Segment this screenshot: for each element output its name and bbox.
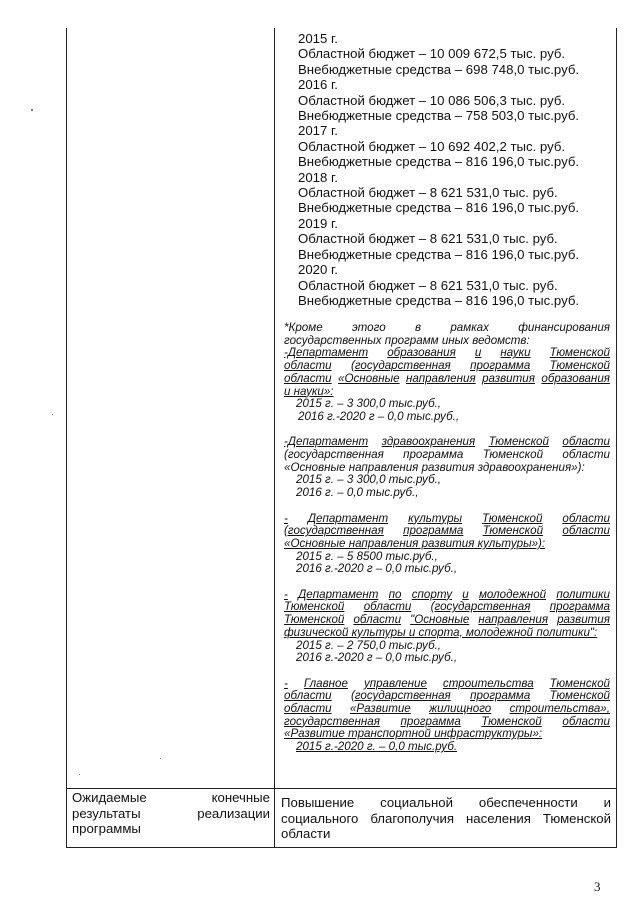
result-word: населения <box>465 810 531 826</box>
label-word: конечные <box>211 790 270 805</box>
word: направления <box>478 613 549 627</box>
construction-amount: 2015 г.-2020 г. – 0,0 тыс.руб. <box>296 740 458 754</box>
word: Тюменской <box>482 511 543 525</box>
word: и <box>462 587 469 601</box>
budget-line: Внебюджетные средства – 698 748,0 тыс.руб. <box>298 61 580 77</box>
word: Тюменской <box>549 346 610 360</box>
result-word: Тюменской <box>542 810 611 826</box>
result-line <box>281 811 611 827</box>
sport-amount: 2016 г.-2020 г – 0,0 тыс.руб., <box>296 651 458 665</box>
word: и <box>474 346 482 360</box>
budget-line: 2018 г. <box>298 169 338 185</box>
word: *Кроме <box>284 321 323 334</box>
row-divider <box>66 788 617 789</box>
word: программа <box>549 600 610 614</box>
page-number: 3 <box>594 879 601 894</box>
word: области <box>562 511 610 525</box>
result-line <box>281 826 611 842</box>
word: Тюменской <box>284 600 345 614</box>
word: (государственная <box>350 359 451 373</box>
education-amount: 2016 г.-2020 г – 0,0 тыс.руб., <box>298 409 460 423</box>
notes-intro-line: государственных программ иных ведомств: <box>284 333 530 347</box>
word: области <box>284 359 332 373</box>
health-amount: 2015 г. – 3 300,0 тыс.руб., <box>296 473 442 487</box>
scan-speck <box>79 774 80 775</box>
word: программа <box>403 524 464 538</box>
word: Департамент <box>298 587 379 601</box>
word: по <box>388 587 402 601</box>
result-word: Повышение <box>281 795 355 810</box>
word: области <box>562 714 610 728</box>
word: политики <box>556 587 610 601</box>
word: этого <box>351 321 386 334</box>
word: государственная <box>284 714 380 728</box>
education-line <box>284 373 610 386</box>
spacer <box>284 500 610 513</box>
result-word: и <box>603 795 611 810</box>
word: управление <box>363 676 427 690</box>
word: Главное <box>303 676 348 690</box>
word: строительства <box>442 676 534 690</box>
label-line <box>72 806 270 822</box>
word: области <box>284 689 332 703</box>
word: здравоохранения <box>381 435 476 449</box>
budget-line: 2020 г. <box>298 262 338 278</box>
scan-speck <box>31 109 33 111</box>
word: области <box>562 435 610 449</box>
word: культуры <box>408 511 463 525</box>
education-amount: 2015 г. – 3 300,0 тыс.руб., <box>296 397 442 411</box>
word: -Департамент <box>284 435 369 449</box>
word: области <box>363 600 412 614</box>
result-word: социальной <box>380 795 453 810</box>
word: науки <box>500 346 531 360</box>
budget-line: Областной бюджет – 8 621 531,0 тыс. руб. <box>298 185 558 201</box>
budget-line: Внебюджетные средства – 816 196,0 тыс.руб. <box>298 200 580 216</box>
word: области <box>562 524 610 538</box>
word: развития <box>482 371 535 385</box>
word: молодежной <box>478 587 547 601</box>
culture-amount: 2015 г. – 5 8500 тыс.руб., <box>296 549 438 563</box>
notes-intro-line <box>284 322 610 335</box>
word: финансирования <box>518 321 610 334</box>
other-agencies-notes <box>284 322 610 754</box>
word: Тюменской <box>482 448 544 462</box>
word: программа <box>470 359 531 373</box>
word: Тюменской <box>284 613 345 627</box>
culture-amount: 2016 г.-2020 г – 0,0 тыс.руб., <box>296 562 458 576</box>
scan-speck <box>52 414 53 415</box>
result-word: благополучия <box>370 810 455 826</box>
spacer <box>284 576 610 589</box>
budget-line: 2017 г. <box>298 123 338 139</box>
spacer <box>284 665 610 678</box>
word: "Основные <box>410 613 470 627</box>
budget-line: Областной бюджет – 10 086 506,3 тыс. руб. <box>298 92 566 108</box>
sport-line: физической культуры и спорта, молодежной политики": <box>284 625 598 639</box>
word: развития <box>557 613 610 627</box>
budget-line: 2016 г. <box>298 77 338 93</box>
word: области <box>284 702 332 716</box>
word: -Департамент <box>284 346 369 360</box>
budget-line: Внебюджетные средства – 758 503,0 тыс.руб. <box>298 108 580 124</box>
result-word: обеспеченности <box>478 795 578 810</box>
result-line <box>281 795 611 811</box>
budget-line: Внебюджетные средства – 816 196,0 тыс.руб. <box>298 246 580 262</box>
word: области <box>353 613 402 627</box>
education-line: и науки»: <box>284 384 334 398</box>
construction-line <box>284 703 610 716</box>
sport-amount: 2015 г. – 2 750,0 тыс.руб., <box>296 638 442 652</box>
word: - <box>284 511 288 525</box>
word: (государственная <box>350 689 451 703</box>
culture-line: «Основные направления развития культуры»): <box>284 536 546 550</box>
budget-line: Областной бюджет – 10 009 672,5 тыс. руб. <box>298 46 566 62</box>
word: программа <box>470 689 531 703</box>
expected-results-text <box>281 795 611 842</box>
label-line <box>72 821 270 837</box>
word: направления <box>406 371 476 385</box>
budget-line: Областной бюджет – 8 621 531,0 тыс. руб. <box>298 231 558 247</box>
word: строительства», <box>509 702 610 716</box>
budget-line: Внебюджетные средства – 816 196,0 тыс.руб. <box>298 154 580 170</box>
word: (государственная <box>430 600 531 614</box>
label-word: Ожидаемые <box>72 790 147 805</box>
word: Тюменской <box>549 359 610 373</box>
label-word: реализации <box>197 805 270 821</box>
health-line <box>284 449 610 462</box>
column-divider <box>274 28 275 848</box>
expected-results-label <box>72 790 270 837</box>
word: (государственная <box>284 524 384 538</box>
word: (государственная <box>284 448 384 462</box>
word: области <box>562 448 610 462</box>
word: Тюменской <box>482 524 544 538</box>
word: образования <box>541 371 610 385</box>
word: программа <box>403 448 464 462</box>
word: спорту <box>411 587 453 601</box>
education-line <box>284 360 610 373</box>
word: Тюменской <box>488 435 549 449</box>
health-amount: 2016 г. – 0,0 тыс.руб., <box>296 486 419 500</box>
sport-line <box>284 614 610 627</box>
result-word: области <box>281 826 331 841</box>
word: Тюменской <box>549 689 610 703</box>
word: - <box>284 587 288 601</box>
budget-line: 2015 г. <box>298 31 338 46</box>
budget-line: Внебюджетные средства – 816 196,0 тыс.руб. <box>298 292 580 308</box>
word: Тюменской <box>549 676 610 690</box>
result-word: социального <box>281 810 359 826</box>
budget-line: Областной бюджет – 10 692 402,2 тыс. руб. <box>298 138 566 154</box>
word: «Развитие <box>349 702 411 716</box>
construction-line: «Развитие транспортной инфраструктуры»: <box>284 727 543 741</box>
word: «Основные <box>338 371 400 385</box>
word: жилищного <box>429 702 492 716</box>
word: Тюменской <box>481 714 542 728</box>
label-word: результаты <box>72 805 141 821</box>
word: в <box>414 321 422 334</box>
scan-speck <box>160 758 161 759</box>
word: Департамент <box>307 511 389 525</box>
word: - <box>284 676 288 690</box>
budget-line: Областной бюджет – 8 621 531,0 тыс. руб. <box>298 277 558 293</box>
word: программа <box>400 714 461 728</box>
word: рамках <box>450 321 489 334</box>
health-line: «Основные направления развития здравоохранения»): <box>284 460 585 474</box>
label-word: программы <box>72 821 141 836</box>
budget-line: 2019 г. <box>298 215 338 231</box>
budget-breakdown <box>298 31 610 308</box>
word: области <box>284 371 332 385</box>
word: образования <box>387 346 456 360</box>
label-line <box>72 790 270 806</box>
table-bottom-border <box>66 847 617 848</box>
